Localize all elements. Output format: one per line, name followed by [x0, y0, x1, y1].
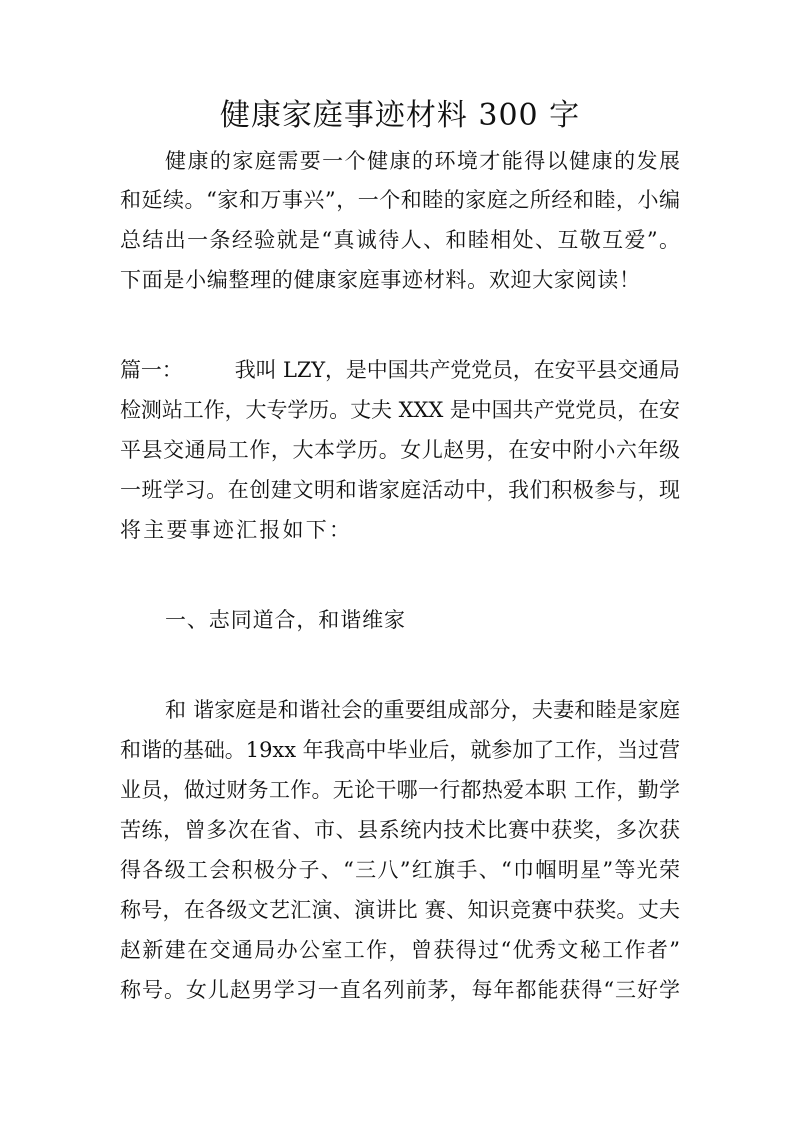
paragraph-line: 和谐的基础。19xx 年我高中毕业后，就参加了工作，当过营 [120, 738, 680, 762]
paragraph-line: 一班学习。在创建文明和谐家庭活动中，我们积极参与，现 [120, 478, 681, 502]
paragraph-line: 和延续。“家和万事兴”，一个和睦的家庭之所经和睦，小编 [120, 188, 681, 212]
paragraph-line: 平县交通局工作，大本学历。女儿赵男，在安中附小六年级 [120, 438, 681, 462]
paragraph-line: 将主要事迹汇报如下： [120, 518, 353, 542]
paragraph-line: 业员，做过财务工作。无论干哪一行都热爱本职 工作，勤学 [120, 778, 681, 802]
paragraph-line: 检测站工作，大专学历。丈夫 XXX 是中国共产党党员，在安 [120, 398, 680, 422]
paragraph-line: 和 谐家庭是和谐社会的重要组成部分，夫妻和睦是家庭 [165, 698, 681, 722]
paragraph-line: 篇一： 我叫 LZY，是中国共产党党员，在安平县交通局 [120, 358, 680, 382]
section-heading: 一、志同道合，和谐维家 [165, 608, 406, 632]
paragraph-line: 称号，在各级文艺汇演、演讲比 赛、知识竞赛中获奖。丈夫 [120, 898, 681, 922]
paragraph-line: 健康的家庭需要一个健康的环境才能得以健康的发展 [165, 149, 682, 173]
paragraph-line: 下面是小编整理的健康家庭事迹材料。欢迎大家阅读！ [120, 268, 641, 292]
paragraph-line: 赵新建在交通局办公室工作，曾获得过“优秀文秘工作者” [120, 938, 682, 962]
document-title: 健康家庭事迹材料 300 字 [219, 98, 581, 133]
paragraph-line: 称号。女儿赵男学习一直名列前茅，每年都能获得“三好学 [120, 978, 681, 1002]
paragraph-line: 得各级工会积极分子、“三八”红旗手、“巾帼明星”等光荣 [120, 858, 682, 882]
paragraph-line: 苦练，曾多次在省、市、县系统内技术比赛中获奖，多次获 [120, 818, 681, 842]
paragraph-line: 总结出一条经验就是“真诚待人、和睦相处、互敬互爱”。 [120, 228, 682, 252]
